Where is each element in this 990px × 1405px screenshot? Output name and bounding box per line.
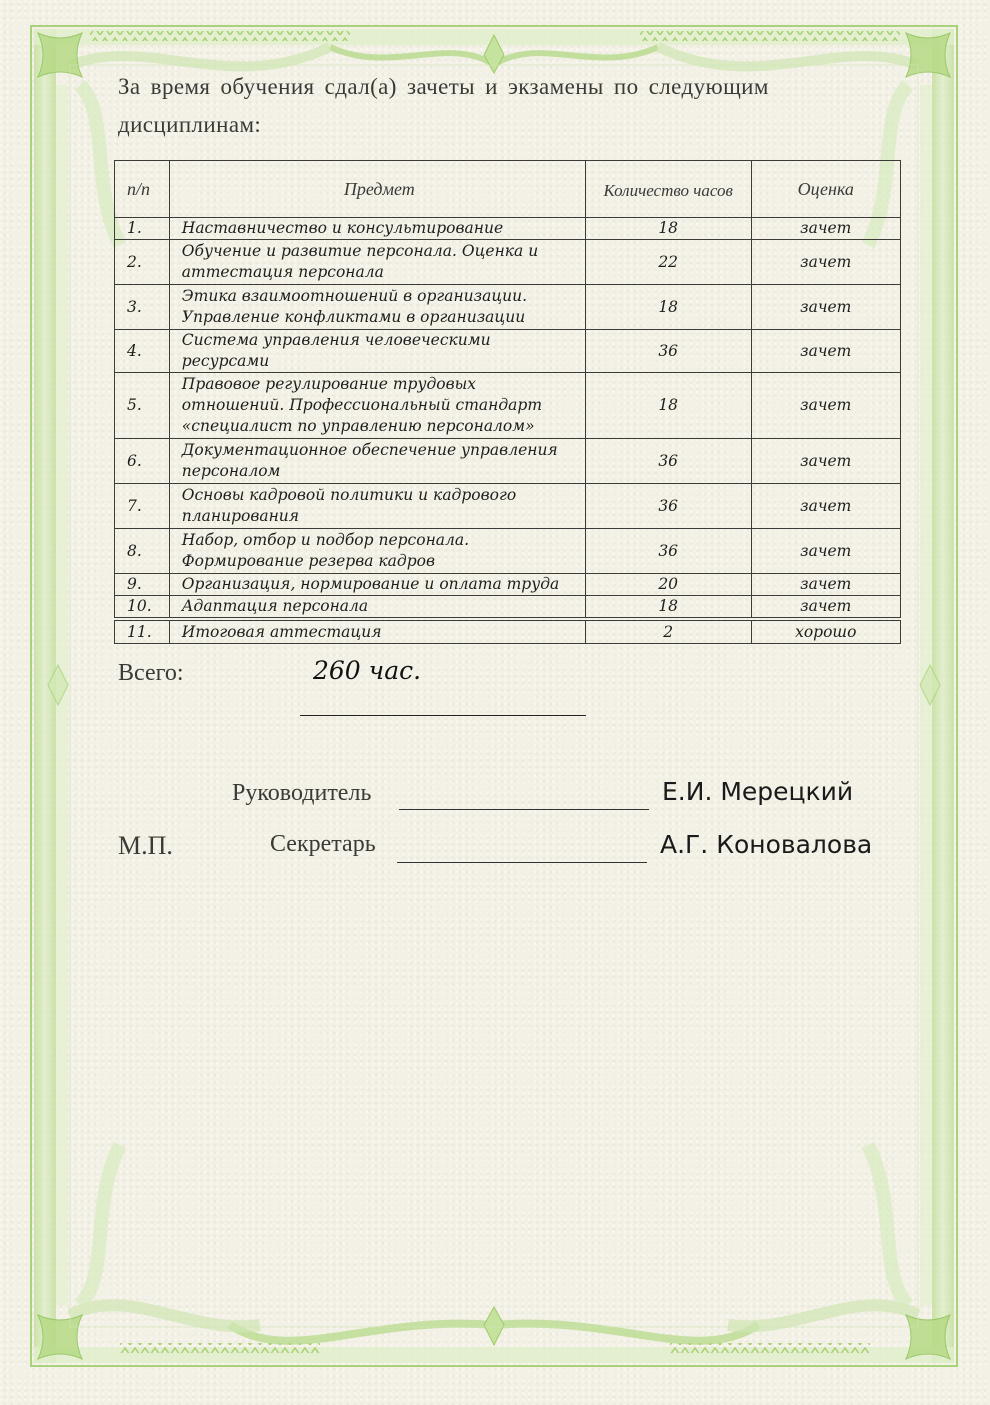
row-hours: 18 xyxy=(585,285,751,330)
row-num: 6. xyxy=(115,439,170,484)
row-hours: 36 xyxy=(585,439,751,484)
row-num: 7. xyxy=(115,484,170,529)
row-hours: 18 xyxy=(585,218,751,240)
row-subject: Итоговая аттестация xyxy=(169,621,585,644)
row-subject: Основы кадровой политики и кадрового планирования xyxy=(169,484,585,529)
row-num: 11. xyxy=(115,621,170,644)
table-row xyxy=(115,330,901,373)
table-row xyxy=(115,240,901,285)
row-num: 9. xyxy=(115,574,170,596)
disciplines-table xyxy=(114,160,901,644)
table-row xyxy=(115,218,901,240)
row-subject: Набор, отбор и подбор персонала. Формирование резерва кадров xyxy=(169,529,585,574)
row-subject: Наставничество и консультирование xyxy=(169,218,585,240)
row-grade: зачет xyxy=(751,484,901,529)
table-row xyxy=(115,439,901,484)
secretary-role: Секретарь xyxy=(270,831,376,857)
row-grade: зачет xyxy=(751,240,901,285)
table-row xyxy=(115,373,901,439)
row-hours: 36 xyxy=(585,529,751,574)
row-subject: Обучение и развитие персонала. Оценка и аттестация персонала xyxy=(169,240,585,285)
row-grade: зачет xyxy=(751,439,901,484)
director-name: Е.И. Мерецкий xyxy=(662,777,854,806)
row-grade: хорошо xyxy=(751,621,901,644)
row-subject: Организация, нормирование и оплата труда xyxy=(169,574,585,596)
table-header-row xyxy=(115,161,901,218)
row-subject: Правовое регулирование трудовых отношений. Профессиональный стандарт «специалист по управлению персоналом» xyxy=(169,373,585,439)
row-grade: зачет xyxy=(751,574,901,596)
row-num: 8. xyxy=(115,529,170,574)
row-subject: Адаптация персонала xyxy=(169,596,585,618)
table-row xyxy=(115,529,901,574)
row-num: 4. xyxy=(115,330,170,373)
header-num: п/п xyxy=(115,161,170,218)
row-num: 2. xyxy=(115,240,170,285)
table-row xyxy=(115,285,901,330)
row-subject: Этика взаимоотношений в организации. Управление конфликтами в организации xyxy=(169,285,585,330)
row-hours: 22 xyxy=(585,240,751,285)
stamp-place-label: М.П. xyxy=(118,831,173,860)
row-subject: Система управления человеческими ресурсами xyxy=(169,330,585,373)
row-grade: зачет xyxy=(751,330,901,373)
director-role: Руководитель xyxy=(232,780,372,806)
row-hours: 20 xyxy=(585,574,751,596)
row-num: 3. xyxy=(115,285,170,330)
row-hours: 36 xyxy=(585,484,751,529)
row-num: 1. xyxy=(115,218,170,240)
header-grade: Оценка xyxy=(751,161,901,218)
row-hours: 18 xyxy=(585,373,751,439)
secretary-name: А.Г. Коновалова xyxy=(660,830,873,859)
row-hours: 18 xyxy=(585,596,751,618)
total-hours-value: 260 час. xyxy=(313,656,422,685)
table-row xyxy=(115,621,901,644)
row-num: 5. xyxy=(115,373,170,439)
total-label: Всего: xyxy=(118,660,184,686)
row-grade: зачет xyxy=(751,285,901,330)
total-underline xyxy=(300,715,586,716)
table-row xyxy=(115,574,901,596)
row-num: 10. xyxy=(115,596,170,618)
table-row xyxy=(115,484,901,529)
header-hours: Количество часов xyxy=(585,161,751,218)
header-subject: Предмет xyxy=(169,161,585,218)
row-grade: зачет xyxy=(751,373,901,439)
secretary-signature-line xyxy=(397,862,647,863)
intro-text: За время обучения сдал(а) зачеты и экзамены по следующим дисциплинам: xyxy=(118,74,769,137)
table-row xyxy=(115,596,901,618)
row-grade: зачет xyxy=(751,596,901,618)
director-signature-line xyxy=(399,809,649,810)
row-subject: Документационное обеспечение управления персоналом xyxy=(169,439,585,484)
row-grade: зачет xyxy=(751,529,901,574)
row-grade: зачет xyxy=(751,218,901,240)
row-hours: 36 xyxy=(585,330,751,373)
row-hours: 2 xyxy=(585,621,751,644)
